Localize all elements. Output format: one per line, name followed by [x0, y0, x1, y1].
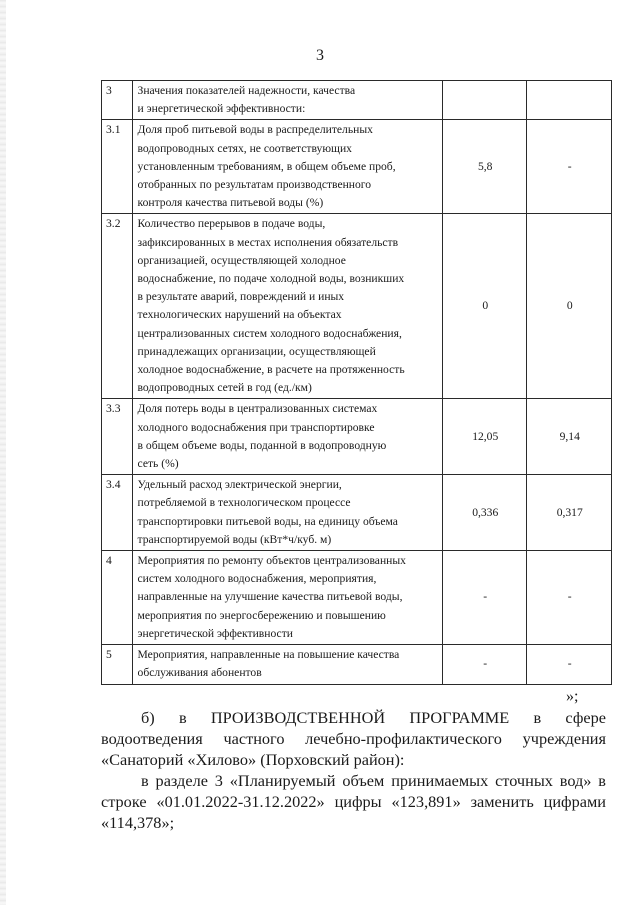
value-column-1: 12,05 [443, 399, 527, 475]
row-number: 3.3 [102, 399, 133, 475]
paragraph-b: б) в ПРОИЗВОДСТВЕННОЙ ПРОГРАММЕ в сфере водоотведения частного лечебно-профилактического учреждения «Санаторий «Хилово» (Порховский район): [101, 708, 606, 769]
description-line: организацией, осуществляющей холодное [137, 253, 346, 267]
description-line: энергетической эффективности [137, 626, 293, 640]
description-line: Мероприятия, направленные на повышение качества [137, 648, 400, 662]
description-line: направленные на улучшение качества питьевой воды, [137, 590, 403, 604]
value-column-2: - [527, 551, 612, 645]
row-description [132, 214, 442, 399]
description-line: обслуживания абонентов [137, 666, 262, 680]
row-description [132, 81, 442, 120]
value-column-2: - [527, 645, 612, 684]
value-column-1: 5,8 [443, 120, 527, 214]
row-number: 3.1 [102, 120, 133, 214]
description-line: сеть (%) [137, 457, 179, 471]
table-row [102, 120, 612, 214]
row-description [132, 645, 442, 684]
description-line: холодное водоснабжение, в расчете на протяженность [137, 363, 405, 377]
table-body [102, 81, 612, 685]
description-line: систем холодного водоснабжения, мероприятия, [137, 572, 377, 586]
row-description [132, 399, 442, 475]
description-line: Удельный расход электрической энергии, [137, 478, 342, 492]
value-column-2: 9,14 [527, 399, 612, 475]
table-row [102, 551, 612, 645]
indicators-table [101, 80, 612, 685]
row-number: 4 [102, 551, 133, 645]
description-line: водоснабжение, по подаче холодной воды, возникших [137, 272, 405, 286]
table-row [102, 214, 612, 399]
description-line: отобранных по результатам производственного [137, 178, 372, 192]
description-line: и энергетической эффективности: [137, 102, 306, 116]
page-number: 3 [316, 47, 324, 64]
description-line: мероприятия по энергосбережению и повышению [137, 608, 386, 622]
row-description [132, 120, 442, 214]
description-line: транспортируемой воды (кВт*ч/куб. м) [137, 532, 332, 546]
description-line: установленным требованиям, в общем объеме проб, [137, 159, 396, 173]
value-column-1 [443, 81, 527, 120]
value-column-2: - [527, 120, 612, 214]
description-line: водопроводных сетях, не соответствующих [137, 141, 352, 155]
paragraph-c: в разделе 3 «Планируемый объем принимаемых сточных вод» в строке «01.01.2022-31.12.2022» цифры «123,891» заменить цифрами «114,378»; [101, 771, 606, 832]
description-line: принадлежащих организации, осуществляющей [137, 344, 376, 358]
description-line: Доля потерь воды в централизованных системах [137, 402, 378, 416]
description-line: в результате аварий, повреждений и иных [137, 290, 345, 304]
row-description [132, 475, 442, 551]
description-line: централизованных систем холодного водоснабжения, [137, 326, 402, 340]
table-row [102, 399, 612, 475]
description-line: Значения показателей надежности, качества [137, 84, 356, 97]
description-line: зафиксированных в местах исполнения обязательств [137, 235, 399, 249]
closing-quote: »; [566, 688, 579, 705]
row-number: 5 [102, 645, 133, 684]
row-number: 3.4 [102, 475, 133, 551]
row-number: 3.2 [102, 214, 133, 399]
description-line: Мероприятия по ремонту объектов централизованных [137, 554, 406, 568]
table-row [102, 81, 612, 120]
row-description [132, 551, 442, 645]
value-column-2: 0,317 [527, 475, 612, 551]
table-row [102, 475, 612, 551]
description-line: контроля качества питьевой воды (%) [137, 196, 324, 210]
description-line: технологических нарушений на объектах [137, 308, 342, 322]
description-line: в общем объеме воды, поданной в водопроводную [137, 438, 387, 452]
table-row [102, 645, 612, 684]
value-column-1: 0,336 [443, 475, 527, 551]
value-column-2 [527, 81, 612, 120]
value-column-1: 0 [443, 214, 527, 399]
description-line: водопроводных сетей в год (ед./км) [137, 381, 312, 395]
description-line: Доля проб питьевой воды в распределительных [137, 123, 373, 137]
value-column-2: 0 [527, 214, 612, 399]
value-column-1: - [443, 551, 527, 645]
description-line: транспортировки питьевой воды, на единицу объема [137, 514, 398, 528]
value-column-1: - [443, 645, 527, 684]
scan-edge-artifact [0, 0, 6, 905]
description-line: холодного водоснабжения при транспортировке [137, 420, 375, 434]
description-line: Количество перерывов в подаче воды, [137, 217, 326, 231]
description-line: потребляемой в технологическом процессе [137, 496, 351, 510]
row-number: 3 [102, 81, 133, 120]
